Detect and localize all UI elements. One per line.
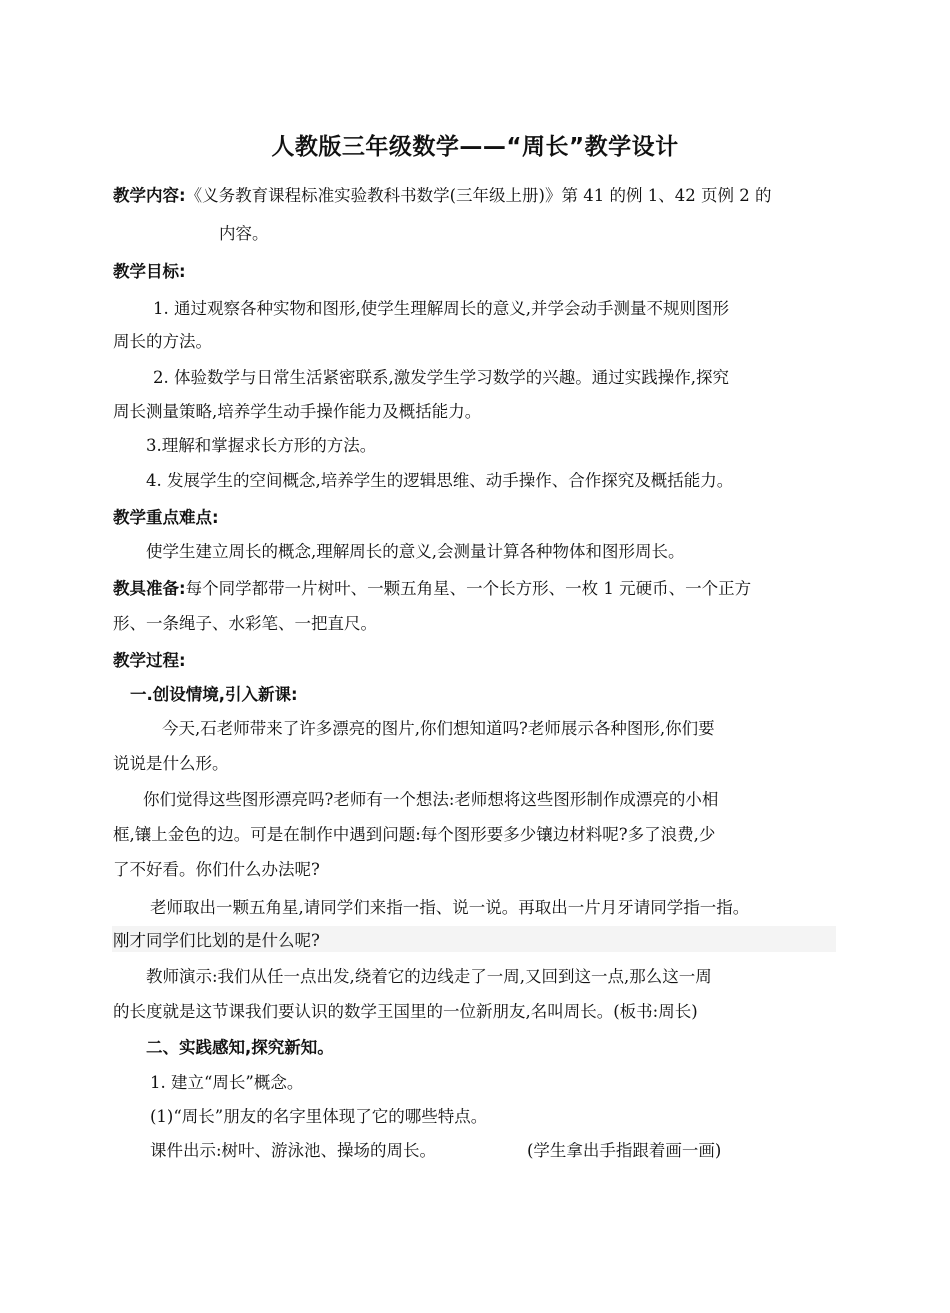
section-1-p4-line-2: 的长度就是这节课我们要认识的数学王国里的一位新朋友,名叫周长。(板书:周长) [113,1002,698,1021]
section-1-p2-line-1: 你们觉得这些图形漂亮吗?老师有一个想法:老师想将这些图形制作成漂亮的小相 [143,790,719,809]
section-2-item-3-note: (学生拿出手指跟着画一画) [527,1141,722,1160]
objective-4: 4. 发展学生的空间概念,培养学生的逻辑思维、动手操作、合作探究及概括能力。 [146,471,734,490]
content-line-1 [113,184,771,208]
section-1-p2-line-3: 了不好看。你们什么办法呢? [113,860,320,879]
section-1-p1-line-2: 说说是什么形。 [113,754,229,773]
tools-text-2: 形、一条绳子、水彩笔、一把直尺。 [113,614,377,633]
process-heading: 教学过程: [113,651,186,670]
section-1-p1-line-1: 今天,石老师带来了许多漂亮的图片,你们想知道吗?老师展示各种图形,你们要 [162,719,715,738]
tools-label: 教具准备: [113,579,186,598]
objectives-heading: 教学目标: [113,262,186,281]
section-2-item-2: (1)“周长”朋友的名字里体现了它的哪些特点。 [150,1107,488,1126]
section-2-item-1: 1. 建立“周长”概念。 [150,1073,304,1092]
tools-line-1 [113,577,751,601]
document-title: 人教版三年级数学——“周长”教学设计 [271,134,679,160]
section-2-heading: 二、实践感知,探究新知。 [146,1038,334,1057]
section-1-p4-line-1: 教师演示:我们从任一点出发,绕着它的边线走了一周,又回到这一点,那么这一周 [146,967,712,986]
section-1-p2-line-2: 框,镶上金色的边。可是在制作中遇到问题:每个图形要多少镶边材料呢?多了浪费,少 [113,825,716,844]
objective-3: 3.理解和掌握求长方形的方法。 [146,436,377,455]
section-1-heading: 一.创设情境,引入新课: [130,685,298,704]
key-points-heading: 教学重点难点: [113,508,219,527]
content-label: 教学内容: [113,186,186,205]
content-text-1: 《义务教育课程标准实验教科书数学(三年级上册)》第 41 的例 1、42 页例 2 的 [185,186,772,205]
objective-1-line-2: 周长的方法。 [113,332,212,351]
content-text-2: 内容。 [219,224,269,243]
key-points-text: 使学生建立周长的概念,理解周长的意义,会测量计算各种物体和图形周长。 [146,542,685,561]
objective-2-line-2: 周长测量策略,培养学生动手操作能力及概括能力。 [113,402,482,421]
section-1-p3-line-1: 老师取出一颗五角星,请同学们来指一指、说一说。再取出一片月牙请同学指一指。 [150,898,750,917]
tools-text-1: 每个同学都带一片树叶、一颗五角星、一个长方形、一枚 1 元硬币、一个正方 [185,579,752,598]
section-1-p3-line-2: 刚才同学们比划的是什么呢? [113,931,320,950]
section-2-item-3: 课件出示:树叶、游泳池、操场的周长。 [150,1141,437,1160]
objective-2-line-1: 2. 体验数学与日常生活紧密联系,激发学生学习数学的兴趣。通过实践操作,探究 [153,368,729,387]
objective-1-line-1: 1. 通过观察各种实物和图形,使学生理解周长的意义,并学会动手测量不规则图形 [153,299,729,318]
